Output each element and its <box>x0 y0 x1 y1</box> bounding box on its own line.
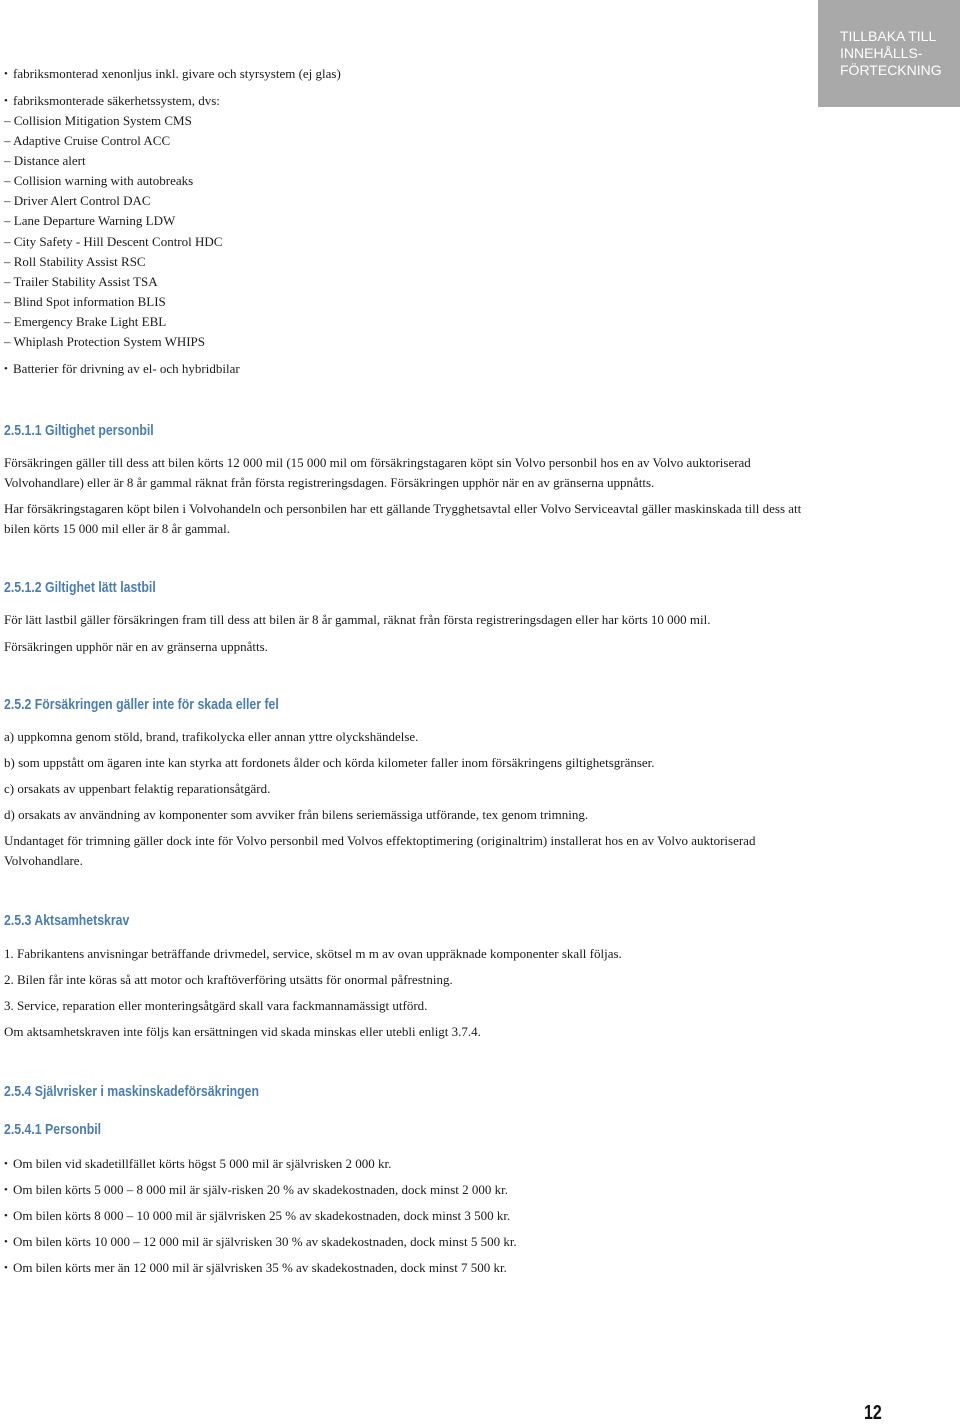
list-item: – Distance alert <box>4 151 804 171</box>
list-item: – City Safety - Hill Descent Control HDC <box>4 232 804 252</box>
list-item: – Roll Stability Assist RSC <box>4 252 804 272</box>
paragraph: d) orsakats av användning av komponenter som avviker från bilens seriemässiga utförande, tex genom trimning. <box>4 807 589 823</box>
list-item: • Om bilen körts mer än 12 000 mil är självrisken 35 % av skadekostnaden, dock minst 7 500 kr. <box>4 1258 804 1278</box>
paragraph: a) uppkomna genom stöld, brand, trafikolycka eller annan yttre olyckshändelse. <box>4 729 419 745</box>
page-number: 12 <box>864 1402 882 1424</box>
list-item: • fabriksmonterad xenonljus inkl. givare och styrsystem (ej glas) <box>4 64 804 84</box>
list-item: • Batterier för drivning av el- och hybridbilar <box>4 359 804 379</box>
back-label-line-2: INNEHÅLLS- <box>840 45 923 61</box>
safety-systems-list <box>4 111 804 352</box>
list-item: – Emergency Brake Light EBL <box>4 312 804 332</box>
list-item: – Adaptive Cruise Control ACC <box>4 131 804 151</box>
section-heading-252: 2.5.2 Försäkringen gäller inte för skada eller fel <box>4 696 279 714</box>
top-bullet-list <box>4 64 804 84</box>
section-heading-2541: 2.5.4.1 Personbil <box>4 1121 102 1139</box>
paragraph: Försäkringen upphör när en av gränserna uppnåtts. <box>4 639 268 655</box>
list-item: • Om bilen körts 8 000 – 10 000 mil är självrisken 25 % av skadekostnaden, dock minst 3 500 kr. <box>4 1206 804 1226</box>
section-heading-2512: 2.5.1.2 Giltighet lätt lastbil <box>4 579 156 597</box>
list-item: – Lane Departure Warning LDW <box>4 211 804 231</box>
paragraph: 3. Service, reparation eller monteringsåtgärd skall vara fackmannamässigt utförd. <box>4 998 428 1014</box>
list-item: • Om bilen körts 10 000 – 12 000 mil är självrisken 30 % av skadekostnaden, dock minst 5 500 kr. <box>4 1232 804 1252</box>
paragraph: c) orsakats av uppenbart felaktig reparationsåtgärd. <box>4 781 271 797</box>
paragraph: b) som uppstått om ägaren inte kan styrka att fordonets ålder och körda kilometer faller inom försäkringens giltighetsgränser. <box>4 755 655 771</box>
list-item: – Whiplash Protection System WHIPS <box>4 332 804 352</box>
list-item: – Blind Spot information BLIS <box>4 292 804 312</box>
back-label-line-1: TILLBAKA TILL <box>840 28 937 44</box>
paragraph: Försäkringen gäller till dess att bilen körts 12 000 mil (15 000 mil om försäkringstagaren köpt sin Volvo personbil hos en av Volvo auktoriserad Volvohandlare) eller är 8 år gammal räknat från första registreringsdagen. Försäkringen upphör när en av gränserna uppnåtts. <box>4 455 751 491</box>
section-heading-2511: 2.5.1.1 Giltighet personbil <box>4 422 154 440</box>
list-item: • Om bilen vid skadetillfället körts högst 5 000 mil är självrisken 2 000 kr. <box>4 1154 804 1174</box>
paragraph: Har försäkringstagaren köpt bilen i Volvohandeln och personbilen har ett gällande Trygghetsavtal eller Volvo Serviceavtal gäller maskinskada till dess att bilen körts 15 000 mil eller är 8 år gammal. <box>4 501 802 537</box>
paragraph: Om aktsamhetskraven inte följs kan ersättningen vid skada minskas eller utebli enligt 3.7.4. <box>4 1024 481 1040</box>
paragraph: 1. Fabrikantens anvisningar beträffande drivmedel, service, skötsel m m av ovan uppräknade komponenter skall följas. <box>4 946 622 962</box>
list-item: • fabriksmonterade säkerhetssystem, dvs: <box>4 91 804 111</box>
list-item: • Om bilen körts 5 000 – 8 000 mil är själv-risken 20 % av skadekostnaden, dock minst 2 000 kr. <box>4 1180 804 1200</box>
paragraph: För lätt lastbil gäller försäkringen fram till dess att bilen är 8 år gammal, räknat från första registreringsdagen eller har körts 10 000 mil. <box>4 612 711 628</box>
paragraph: Undantaget för trimning gäller dock inte för Volvo personbil med Volvos effektoptimering (originaltrim) installerat hos en av Volvo auktoriserad Volvohandlare. <box>4 833 756 869</box>
section-heading-253: 2.5.3 Aktsamhetskrav <box>4 912 130 930</box>
page-content <box>4 64 804 1278</box>
list-item: – Collision Mitigation System CMS <box>4 111 804 131</box>
deductible-list <box>4 1154 804 1278</box>
back-label-line-3: FÖRTECKNING <box>840 62 942 78</box>
list-item: – Collision warning with autobreaks <box>4 171 804 191</box>
back-to-toc-button[interactable] <box>818 0 960 107</box>
section-heading-254: 2.5.4 Självrisker i maskinskadeförsäkringen <box>4 1083 260 1101</box>
paragraph: 2. Bilen får inte köras så att motor och kraftöverföring utsätts för onormal påfrestning. <box>4 972 453 988</box>
list-item: – Trailer Stability Assist TSA <box>4 272 804 292</box>
list-item: – Driver Alert Control DAC <box>4 191 804 211</box>
